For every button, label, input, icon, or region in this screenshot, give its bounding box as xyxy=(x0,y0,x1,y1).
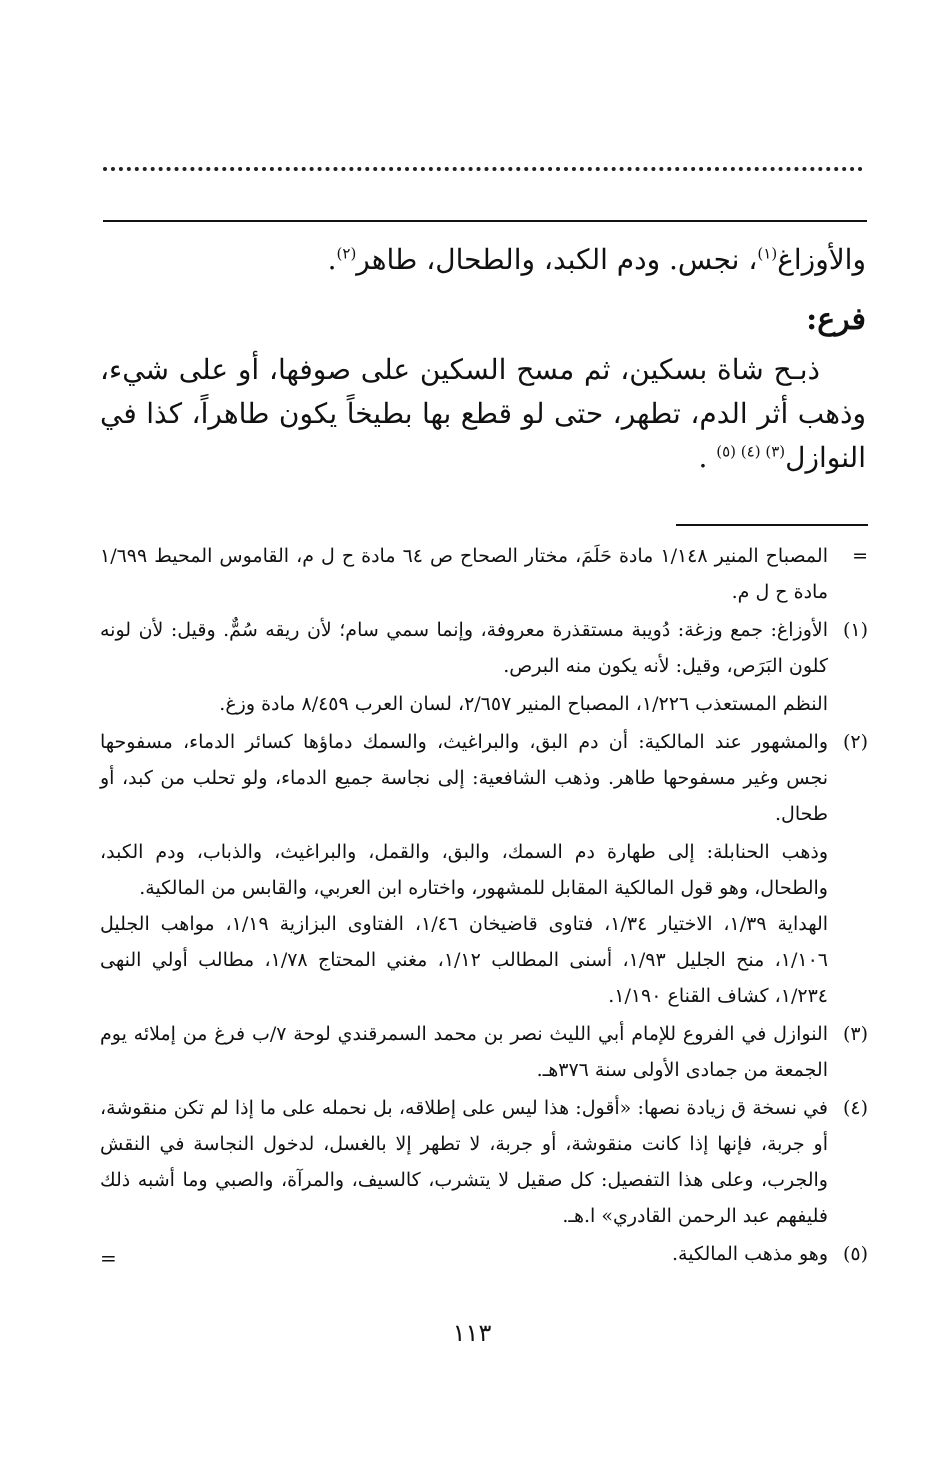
footnote-body: النوازل في الفروع للإمام أبي الليث نصر بن محمد السمرقندي لوحة ٧/ب فرغ من إملائه يوم الجمعة من جمادى الأولى سنة ٣٧٦هـ. xyxy=(100,1023,828,1081)
footnote-number: (٥) xyxy=(842,1243,868,1265)
footnote-5 xyxy=(100,1236,868,1272)
footnote-2 xyxy=(100,724,868,1014)
footnote-number: (٣) xyxy=(842,1023,868,1045)
footnote-ref-1[interactable]: (١) xyxy=(757,244,778,263)
footnote-number: (٢) xyxy=(842,731,868,753)
dotted-separator xyxy=(103,167,863,171)
footnote-refs-3-4-5[interactable]: (٣) (٤) (٥) xyxy=(716,442,786,461)
footnote-sources: النظم المستعذب ١/٢٢٦، المصباح المنير ٢/٦٥٧، لسان العرب ٨/٤٥٩ مادة وزغ. xyxy=(219,693,828,715)
footnote-body: الأوزاغ: جمع وزغة: دُويبة مستقذرة معروفة، وإنما سمي سام؛ لأن ريقه سُمٌّ. وقيل: لأن لونه كلون البَرَص، وقيل: لأنه يكون منه البرص. النظم المستعذب ١/٢٢٦، المصباح المنير ٢/٦٥٧، لسان العرب ٨/٤٥٩ مادة وزغ. xyxy=(100,612,828,722)
footnote-sources: الهداية ١/٣٩، الاختيار ١/٣٤، فتاوى قاضيخان ١/٤٦، الفتاوى البزازية ١/١٩، مواهب الجليل ١/١٠٦، منح الجليل ١/٩٣، أسنى المطالب ١/١٢، مغني المحتاج ١/٧٨، مطالب أولي النهى ١/٢٣٤، كشاف القناع ١/١٩٠. xyxy=(100,913,829,1007)
footnote-body: المصباح المنير ١/١٤٨ مادة حَلَمَ، مختار الصحاح ص ٦٤ مادة ح ل م، القاموس المحيط ١/٦٩٩ مادة ح ل م. xyxy=(100,545,828,603)
footnote-body: وهو مذهب المالكية. xyxy=(672,1243,828,1265)
main-line-1: والأوزاغ$^{(١)}$، نجس. ودم الكبد، والطحال، طاهر$^{(٢)}$. xyxy=(327,243,866,276)
page-number: ١١٣ xyxy=(452,1319,492,1347)
footnote-number: (٤) xyxy=(842,1097,868,1119)
footnote-number: = xyxy=(852,545,868,567)
main-text xyxy=(100,238,866,480)
footnote-body: والمشهور عند المالكية: أن دم البق، والبراغيث، والسمك دماؤها كسائر الدماء، مسفوحها نجس وغير مسفوحها طاهر. وذهب الشافعية: إلى نجاسة جميع الدماء، ولو تحلب من كبد، أو طحال. وذهب الحنابلة: إلى طهارة دم السمك، والبق، والقمل، والبراغيث، والذباب، ودم الكبد، والطحال، وهو قول المالكية المقابل للمشهور، واختاره ابن العربي، والقابس من المالكية. الهداية ١/٣٩، الاختيار ١/٣٤، فتاوى قاضيخان ١/٤٦، الفتاوى البزازية ١/١٩، مواهب الجليل ١/١٠٦، منح الجليل ١/٩٣، أسنى المطالب ١/١٢، مغني المحتاج ١/٧٨، مطالب أولي النهى ١/٢٣٤، كشاف القناع ١/١٩٠. xyxy=(100,724,828,1014)
continuation-mark: = xyxy=(100,1246,117,1270)
footnote-ref-2[interactable]: (٢) xyxy=(336,244,357,263)
top-rule xyxy=(103,220,867,222)
footnote-1 xyxy=(100,612,868,722)
footnote-3 xyxy=(100,1016,868,1088)
main-paragraph: ذبـح شاة بسكين، ثم مسح السكين على صوفها، أو على شيء، وذهب أثر الدم، تطهر، حتى لو قطع بها بطيخاً يكون طاهراً، كذا في النوازل$^{(٣) (٤) (٥)}$ . xyxy=(100,353,866,474)
footnote-number: (١) xyxy=(842,619,868,641)
footnote-rule xyxy=(676,524,868,526)
footnote-body: في نسخة ق زيادة نصها: «أقول: هذا ليس على إطلاقه، بل نحمله على ما إذا لم تكن منقوشة، أو جربة، فإنها إذا كانت منقوشة، أو جربة، لا تطهر إلا بالغسل، لدخول النجاسة في النقش والجرب، وعلى هذا التفصيل: كل صقيل لا يتشرب، كالسيف، والمرآة، والصبي وما أشبه ذلك فليفهم عبد الرحمن القادري» ا.هـ. xyxy=(100,1097,828,1227)
footnote-4 xyxy=(100,1090,868,1234)
footnote-continued xyxy=(100,538,868,610)
footnotes xyxy=(100,538,868,1274)
section-heading: فرع: xyxy=(806,302,866,337)
